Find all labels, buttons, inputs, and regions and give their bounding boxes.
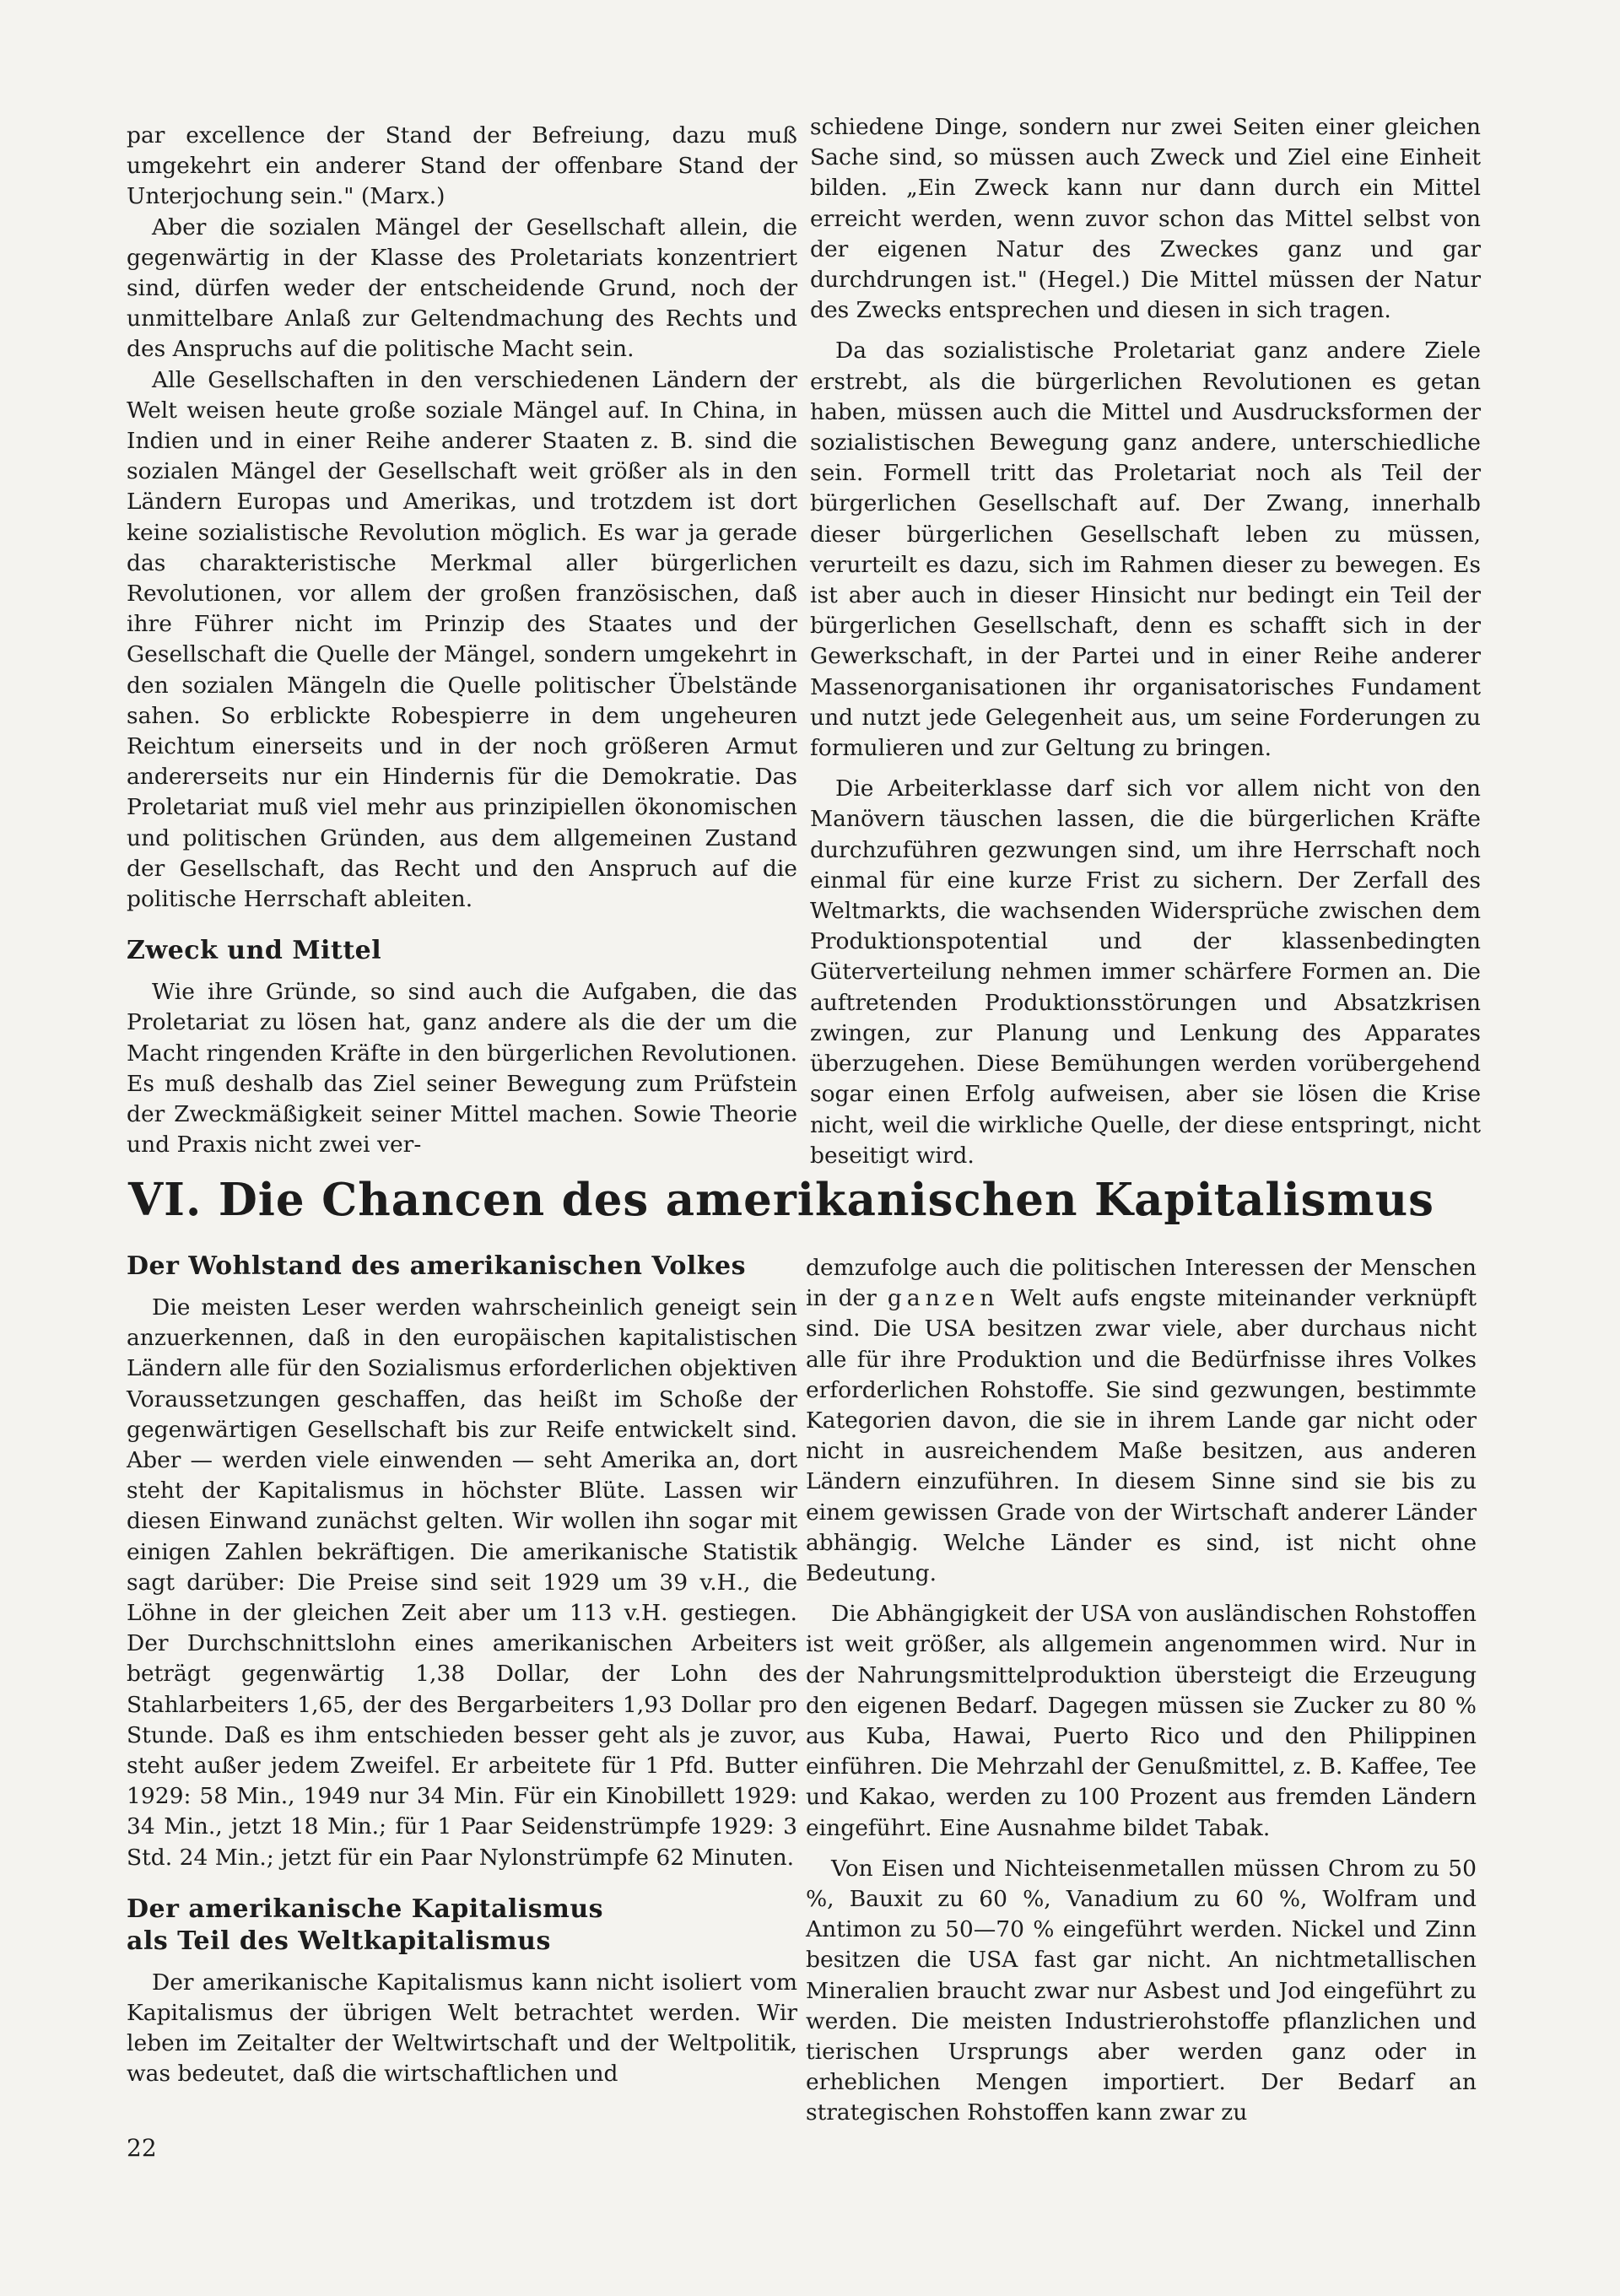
page-number: 22 <box>127 2134 157 2162</box>
paragraph: Aber die sozialen Mängel der Gesellschaft allein, die gegenwärtig in der Klasse des Proletariats konzentriert sind, dürfen weder der entscheidende Grund, noch der unmittelbare Anlaß zur Geltendmachung des Rechts und des Anspruchs auf die politische Macht sein. <box>127 213 797 363</box>
bottom-left-column <box>127 1251 797 2090</box>
paragraph: Der amerikanische Kapitalismus kann nicht isoliert vom Kapitalismus der übrigen Welt betrachtet werden. Wir leben im Zeitalter der Weltwirtschaft und der Weltpolitik, was bedeutet, daß die wirtschaftlichen und <box>127 1969 797 2088</box>
paragraph: Die meisten Leser werden wahrscheinlich geneigt sein anzuerkennen, daß in den europäischen kapitalistischen Ländern alle für den Sozialismus erforderlichen objektiven Voraussetzungen geschaffen, das heißt im Schoße der gegenwärtigen Gesellschaft bis zur Reife entwickelt sind. Aber — werden viele einwenden — seht Amerika an, dort steht der Kapitalismus in höchster Blüte. Lassen wir diesen Einwand zunächst gelten. Wir wollen ihn sogar mit einigen Zahlen bekräftigen. Die amerikanische Statistik sagt darüber: Die Preise sind seit 1929 um 39 v.H., die Löhne in der gleichen Zeit aber um 113 v.H. gestiegen. Der Durchschnittslohn eines amerikanischen Arbeiters beträgt gegenwärtig 1,38 Dollar, der Lohn des Stahlarbeiters 1,65, der des Bergarbeiters 1,93 Dollar pro Stunde. Daß es ihm entschieden besser geht als je zuvor, steht außer jedem Zweifel. Er arbeitete für 1 Pfd. Butter 1929: 58 Min., 1949 nur 34 Min. Für ein Kinobillett 1929: 34 Min., jetzt 18 Min.; für 1 Paar Seidenstrümpfe 1929: 3 Std. 24 Min.; jetzt für ein Paar Nylonstrümpfe 62 Minuten. <box>127 1294 797 1871</box>
paragraph: Von Eisen und Nichteisenmetallen müssen Chrom zu 50 %, Bauxit zu 60 %, Vanadium zu 60 %, Wolfram und Antimon zu 50—70 % eingeführt werden. Nickel und Zinn besitzen die USA fast gar nicht. An nichtmetallischen Mineralien braucht zwar nur Asbest und Jod eingeführt zu werden. Die meisten Industrierohstoffe pflanzlichen und tierischen Ursprungs aber werden ganz oder in erheblichen Mengen importiert. Der Bedarf an strategischen Rohstoffen kann zwar zu <box>806 1855 1477 2126</box>
bottom-right-column <box>806 1253 1477 2129</box>
heading-line: Der amerikanische Kapitalismus <box>127 1894 604 1924</box>
paragraph: schiedene Dinge, sondern nur zwei Seiten einer gleichen Sache sind, so müssen auch Zweck und Ziel eine Einheit bilden. „Ein Zweck kann nur dann durch ein Mittel erreicht werden, wenn zuvor schon das Mittel selbst von der eigenen Natur des Zweckes ganz und gar durchdrungen ist." (Hegel.) Die Mittel müssen der Natur des Zwecks entsprechen und diesen in sich tragen. <box>810 114 1481 324</box>
paragraph: Wie ihre Gründe, so sind auch die Aufgaben, die das Proletariat zu lösen hat, ganz andere als die der um die Macht ringenden Kräfte in den bürgerlichen Revolutionen. Es muß deshalb das Ziel seiner Bewegung zum Prüfstein der Zweckmäßigkeit seiner Mittel machen. Sowie Theorie und Praxis nicht zwei ver- <box>127 979 797 1159</box>
top-left-column <box>127 121 797 1161</box>
heading-line: als Teil des Weltkapitalismus <box>127 1926 551 1956</box>
paragraph: Die Abhängigkeit der USA von ausländischen Rohstoffen ist weit größer, als allgemein angenommen wird. Nur in der Nahrungsmittelproduktion übersteigt die Erzeugung den eigenen Bedarf. Dagegen müssen sie Zucker zu 80 % aus Kuba, Hawai, Puerto Rico und den Philippinen einführen. Die Mehrzahl der Genußmittel, z. B. Kaffee, Tee und Kakao, werden zu 100 Prozent aus fremden Ländern eingeführt. Eine Ausnahme bildet Tabak. <box>806 1601 1477 1841</box>
section-heading-wohlstand: Der Wohlstand des amerikanischen Volkes <box>127 1251 747 1281</box>
top-right-column <box>810 112 1481 1171</box>
text-run: demzufolge auch die politischen Interessen der Menschen in der <box>806 1255 1477 1312</box>
section-heading-weltkapitalismus <box>127 1894 797 1958</box>
section-heading-zweck-und-mittel: Zweck und Mittel <box>127 936 382 966</box>
paragraph: par excellence der Stand der Befreiung, dazu muß umgekehrt ein anderer Stand der offenbare Stand der Unterjochung sein." (Marx.) <box>127 122 797 210</box>
text-run: Welt aufs engste miteinander verknüpft sind. Die USA besitzen zwar viele, aber durchaus nicht alle für ihre Produktion und die Bedürfnisse ihres Volkes erforderlichen Rohstoffe. Sie sind gezwungen, bestimmte Kategorien davon, die sie in ihrem Lande gar nicht oder nicht in ausreichendem Maße besitzen, aus anderen Ländern einzuführen. In diesem Sinne sind sie bis zu einem gewissen Grade von der Wirtschaft anderer Länder abhängig. Welche Länder es sind, ist nicht ohne Bedeutung. <box>806 1285 1477 1587</box>
paragraph <box>806 1253 1477 1589</box>
paragraph: Alle Gesellschaften in den verschiedenen Ländern der Welt weisen heute große soziale Mängel auf. In China, in Indien und in einer Reihe anderer Staaten z. B. sind die sozialen Mängel der Gesellschaft weit größer als in den Ländern Europas und Amerikas, und trotzdem ist dort keine sozialistische Revolution möglich. Es war ja gerade das charakteristische Merkmal aller bürgerlichen Revolutionen, vor allem der großen französischen, daß ihre Führer nicht im Prinzip des Staates und der Gesellschaft die Quelle der Mängel, sondern umgekehrt in den sozialen Mängeln die Quelle politischer Übelstände sahen. So erblickte Robespierre in dem ungeheuren Reichtum einerseits und in der noch größeren Armut andererseits nur ein Hindernis für die Demokratie. Das Proletariat muß viel mehr aus prinzipiellen ökonomischen und politischen Gründen, aus dem allgemeinen Zustand der Gesellschaft, das Recht und den Anspruch auf die politische Herrschaft ableiten. <box>127 366 797 913</box>
spaced-word: ganzen <box>887 1285 1000 1312</box>
paragraph: Da das sozialistische Proletariat ganz andere Ziele erstrebt, als die bürgerlichen Revolutionen es getan haben, müssen auch die Mittel und Ausdrucksformen der sozialistischen Bewegung ganz andere, unterschiedliche sein. Formell tritt das Proletariat noch als Teil der bürgerlichen Gesellschaft auf. Der Zwang, innerhalb dieser bürgerlichen Gesellschaft leben zu müssen, verurteilt es dazu, sich im Rahmen dieser zu bewegen. Es ist aber auch in dieser Hinsicht nur bedingt ein Teil der bürgerlichen Gesellschaft, denn es schafft sich in der Gewerkschaft, in der Partei und in einer Reihe anderer Massenorganisationen ihr organisatorisches Fundament und nutzt jede Gelegenheit aus, um seine Forderungen zu formulieren und zur Geltung zu bringen. <box>810 338 1481 762</box>
chapter-title: VI. Die Chancen des amerikanischen Kapitalismus <box>128 1174 1434 1226</box>
paragraph: Die Arbeiterklasse darf sich vor allem nicht von den Manövern täuschen lassen, die die bürgerlichen Kräfte durchzuführen gezwungen sind, um ihre Herrschaft noch einmal für eine kurze Frist zu sichern. Der Zerfall des Weltmarkts, die wachsenden Widersprüche zwischen dem Produktionspotential und der klassenbedingten Güterverteilung nehmen immer schärfere Formen an. Die auftretenden Produktionsstörungen und Absatzkrisen zwingen, zur Planung und Lenkung des Apparates überzugehen. Diese Bemühungen werden vorübergehend sogar einen Erfolg aufweisen, aber sie lösen die Krise nicht, weil die wirkliche Quelle, der diese entspringt, nicht beseitigt wird. <box>810 775 1481 1169</box>
